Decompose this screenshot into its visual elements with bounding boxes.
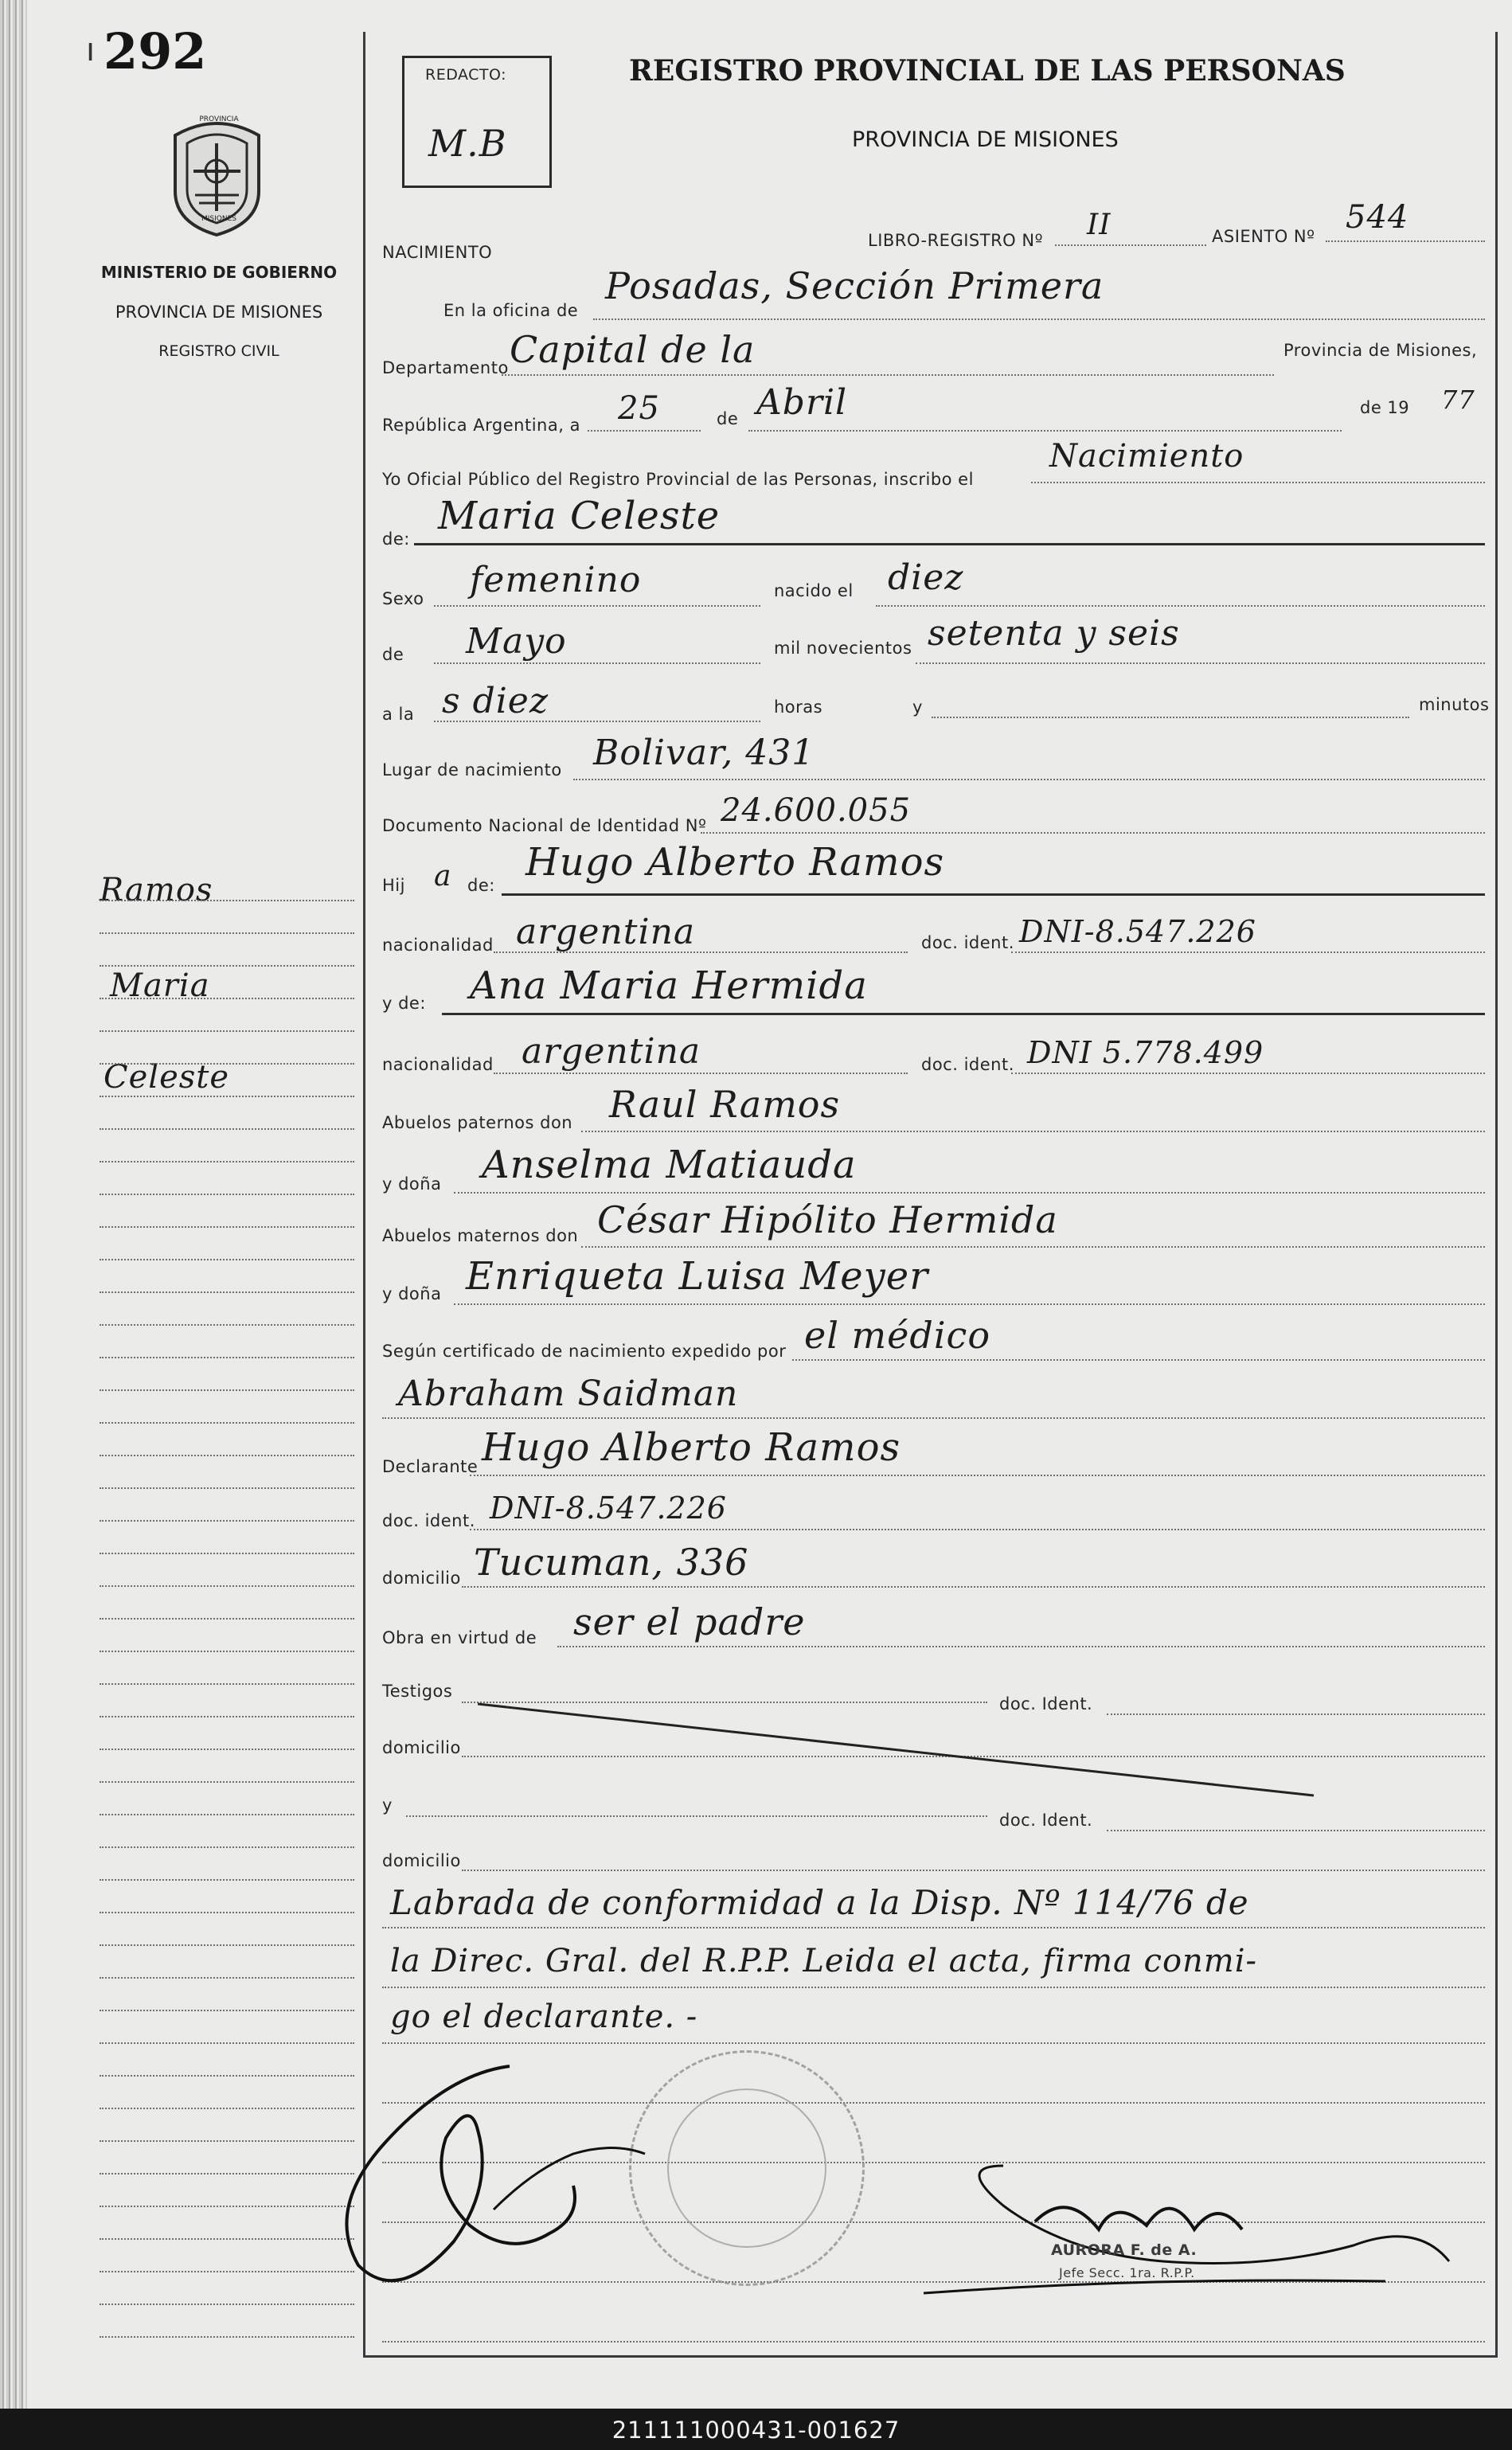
- horas-label: horas: [774, 697, 823, 717]
- obra-label: Obra en virtud de: [382, 1628, 537, 1647]
- domicilio-value: Tucuman, 336: [474, 1541, 749, 1584]
- domicilio-line: [462, 1586, 1485, 1588]
- nacionalidad1-label: nacionalidad: [382, 936, 494, 955]
- mes-nac-line: [434, 662, 760, 664]
- declarante-line: [470, 1475, 1485, 1476]
- record-type: NACIMIENTO: [382, 243, 493, 262]
- redacto-label: REDACTO:: [425, 66, 507, 84]
- anio-nac-line: [916, 662, 1485, 664]
- oficial-value: Nacimiento: [1049, 438, 1244, 475]
- abuelo-mat-line: [581, 1246, 1485, 1248]
- doc-ident-value: DNI-8.547.226: [490, 1491, 727, 1526]
- abuela-mat-value: Enriqueta Luisa Meyer: [466, 1254, 929, 1299]
- certificado-line2: [382, 1417, 1485, 1419]
- departamento-suffix: Provincia de Misiones,: [1283, 341, 1478, 360]
- domicilio-label: domicilio: [382, 1569, 461, 1588]
- note-line-1: Labrada de conformidad a la Disp. Nº 114/76 de: [390, 1883, 1249, 1922]
- hija-label-de: de:: [467, 876, 495, 895]
- bottom-border: [363, 2355, 1498, 2358]
- abuela-mat-line: [454, 1303, 1485, 1305]
- departamento-value: Capital de la: [510, 328, 756, 371]
- declarant-signature: [311, 2050, 677, 2313]
- margin-ruled-line: [100, 1422, 354, 1424]
- fecha-dia: 25: [618, 390, 660, 427]
- margin-ruled-line: [100, 1618, 354, 1620]
- margin-ruled-line: [100, 1128, 354, 1130]
- document-title: REGISTRO PROVINCIAL DE LAS PERSONAS: [629, 54, 1346, 88]
- note-rule-3: [382, 2042, 1485, 2044]
- libro-line: [1055, 244, 1206, 246]
- minutos-line: [932, 717, 1409, 718]
- obra-value: ser el padre: [573, 1600, 806, 1643]
- margin-ruled-line: [100, 1389, 354, 1391]
- fecha-mes: Abril: [756, 382, 848, 423]
- abuela-pat-line: [454, 1192, 1485, 1194]
- lugar-value: Bolivar, 431: [593, 733, 815, 773]
- margin-ruled-line: [100, 1259, 354, 1260]
- abuelo-mat-value: César Hipólito Hermida: [597, 1198, 1058, 1241]
- margin-ruled-line: [100, 1324, 354, 1326]
- dni-line: [701, 832, 1485, 834]
- margin-ruled-line: [100, 1291, 354, 1293]
- madre-line: [442, 1013, 1485, 1015]
- hija-label-hij: Hij: [382, 876, 405, 895]
- fecha-mes-line: [748, 430, 1342, 432]
- sexo-line: [434, 605, 760, 607]
- departamento-line: [502, 374, 1274, 376]
- margin-ruled-line: [100, 1520, 354, 1522]
- abuela-pat-value: Anselma Matiauda: [482, 1143, 857, 1187]
- fecha-label: República Argentina, a: [382, 416, 580, 435]
- oficial-line: [1031, 482, 1485, 483]
- lugar-label: Lugar de nacimiento: [382, 760, 562, 780]
- margin-ruled-line: [100, 1781, 354, 1783]
- tick-mark: ı: [86, 32, 96, 68]
- fecha-de-label: de: [717, 409, 739, 428]
- abuela-pat-label: y doña: [382, 1174, 442, 1194]
- note-rule-1: [382, 1927, 1485, 1928]
- margin-note-name1: Maria: [110, 967, 210, 1004]
- ministry-title: MINISTERIO DE GOBIERNO: [100, 263, 338, 282]
- dni-value: 24.600.055: [721, 792, 912, 829]
- margin-ruled-line: [100, 1749, 354, 1750]
- domicilio3-line: [462, 1870, 1485, 1871]
- margin-ruled-line: [100, 2010, 354, 2011]
- asiento-line: [1326, 240, 1485, 242]
- nacido-value: diez: [888, 557, 964, 598]
- abuelo-pat-label: Abuelos paternos don: [382, 1113, 573, 1132]
- nacionalidad2-line: [494, 1073, 908, 1074]
- mil-label: mil novecientos: [774, 639, 912, 658]
- departamento-label: Departamento: [382, 358, 509, 377]
- obra-line: [557, 1646, 1485, 1647]
- doc2-line: [1011, 1073, 1485, 1074]
- hora-line: [434, 721, 760, 722]
- margin-ruled-line: [100, 965, 354, 967]
- abuelo-mat-label: Abuelos maternos don: [382, 1226, 579, 1245]
- fecha-anio: 77: [1441, 385, 1475, 415]
- padre-value: Hugo Alberto Ramos: [525, 840, 945, 885]
- margin-ruled-line: [100, 1553, 354, 1554]
- margin-ruled-line: [100, 1063, 354, 1065]
- y-testigo-doc-line: [1107, 1830, 1485, 1831]
- asiento-value: 544: [1346, 199, 1409, 236]
- document-subtitle: PROVINCIA DE MISIONES: [852, 127, 1119, 152]
- y-testigo-line: [406, 1815, 987, 1817]
- nacionalidad1-value: argentina: [516, 912, 696, 952]
- certificado-value2: Abraham Saidman: [398, 1373, 739, 1414]
- margin-ruled-line: [100, 1651, 354, 1652]
- libro-label: LIBRO-REGISTRO Nº: [868, 231, 1043, 250]
- book-page-edges: [0, 0, 27, 2409]
- oficina-line: [593, 318, 1485, 320]
- testigos-doc-label: doc. Ident.: [999, 1694, 1093, 1713]
- asiento-label: ASIENTO Nº: [1212, 227, 1315, 246]
- margin-ruled-line: [100, 1357, 354, 1358]
- note-rule-2: [382, 1987, 1485, 1988]
- y-testigo-doc-label: doc. Ident.: [999, 1811, 1093, 1830]
- doc-ident-line: [470, 1529, 1485, 1530]
- margin-ruled-line: [100, 1912, 354, 1913]
- strike-through-line: [478, 1696, 1322, 1807]
- certificado-label: Según certificado de nacimiento expedido por: [382, 1342, 787, 1361]
- margin-ruled-line: [100, 1096, 354, 1097]
- redacto-value: M.B: [428, 122, 507, 165]
- sexo-label: Sexo: [382, 589, 424, 608]
- y-label: y: [912, 697, 923, 717]
- doc1-value: DNI-8.547.226: [1019, 914, 1256, 949]
- official-stamp-title: Jefe Secc. 1ra. R.P.P.: [1059, 2265, 1195, 2280]
- margin-ruled-line: [100, 1846, 354, 1848]
- padre-line: [502, 893, 1485, 896]
- margin-ruled-line: [100, 1683, 354, 1685]
- doc-ident-label: doc. ident.: [382, 1511, 475, 1530]
- ministry-province: PROVINCIA DE MISIONES: [115, 303, 323, 322]
- fecha-dia-line: [588, 430, 701, 432]
- sexo-value: femenino: [470, 560, 642, 600]
- dni-label: Documento Nacional de Identidad Nº: [382, 816, 707, 835]
- doc2-value: DNI 5.778.499: [1027, 1035, 1264, 1070]
- hora-value: s diez: [442, 681, 549, 721]
- madre-label: y de:: [382, 994, 426, 1013]
- hija-label-a: a: [434, 860, 452, 893]
- oficina-label: En la oficina de: [443, 301, 579, 320]
- y-testigo-label: y: [382, 1795, 393, 1815]
- abuela-mat-label: y doña: [382, 1284, 442, 1303]
- registry-seal: [629, 2050, 865, 2286]
- margin-ruled-line: [100, 1814, 354, 1815]
- margin-note-surname: Ramos: [100, 872, 213, 908]
- coat-of-arms-top-text: PROVINCIA: [199, 115, 239, 123]
- margin-ruled-line: [100, 1879, 354, 1881]
- certificado-value: el médico: [804, 1314, 991, 1357]
- doc1-label: doc. ident.: [921, 933, 1014, 952]
- note-line-2: la Direc. Gral. del R.P.P. Leida el acta, firma conmi-: [390, 1943, 1258, 1979]
- doc1-line: [1011, 951, 1485, 953]
- certificado-line: [792, 1359, 1485, 1361]
- abuelo-pat-value: Raul Ramos: [609, 1083, 841, 1126]
- declarante-value: Hugo Alberto Ramos: [482, 1425, 901, 1470]
- coat-of-arms-bottom-text: MISIONES: [201, 215, 236, 223]
- declarante-label: Declarante: [382, 1457, 479, 1476]
- note-rule-8: [382, 2341, 1485, 2343]
- de-line: [414, 543, 1485, 545]
- right-border: [1495, 32, 1498, 2357]
- nacionalidad2-label: nacionalidad: [382, 1055, 494, 1074]
- doc2-label: doc. ident.: [921, 1055, 1014, 1074]
- margin-ruled-line: [100, 1030, 354, 1032]
- de-label: de:: [382, 529, 410, 549]
- margin-ruled-line: [100, 2336, 354, 2338]
- margin-ruled-line: [100, 1194, 354, 1195]
- nacido-label: nacido el: [774, 581, 854, 600]
- madre-value: Ana Maria Hermida: [470, 963, 868, 1008]
- anio-nac-value: setenta y seis: [928, 613, 1180, 654]
- hora-label: a la: [382, 705, 415, 724]
- domicilio2-label: domicilio: [382, 1738, 461, 1757]
- margin-ruled-line: [100, 1161, 354, 1162]
- ministry-registry: REGISTRO CIVIL: [158, 342, 279, 360]
- lugar-line: [573, 779, 1485, 780]
- margin-ruled-line: [100, 998, 354, 999]
- domicilio3-label: domicilio: [382, 1851, 461, 1870]
- page-number: 292: [104, 22, 207, 80]
- margin-ruled-line: [100, 1226, 354, 1228]
- nacionalidad1-line: [494, 951, 908, 953]
- mes-nac-label: de: [382, 645, 404, 664]
- oficina-value: Posadas, Sección Primera: [605, 264, 1104, 307]
- column-divider: [363, 32, 365, 2357]
- margin-note-name2: Celeste: [104, 1059, 230, 1096]
- oficial-label: Yo Oficial Público del Registro Provincial de las Personas, inscribo el: [382, 470, 974, 489]
- de-value: Maria Celeste: [438, 494, 721, 538]
- margin-ruled-line: [100, 2042, 354, 2044]
- redacto-box: [402, 56, 552, 188]
- margin-ruled-line: [100, 932, 354, 934]
- margin-ruled-line: [100, 1977, 354, 1979]
- libro-value: II: [1087, 209, 1112, 241]
- abuelo-pat-line: [581, 1131, 1485, 1132]
- nacido-line: [876, 605, 1485, 607]
- testigos-label: Testigos: [382, 1682, 453, 1701]
- margin-ruled-line: [100, 1455, 354, 1456]
- nacionalidad2-value: argentina: [522, 1031, 701, 1072]
- fecha-anio-label: de 19: [1360, 398, 1410, 417]
- margin-ruled-line: [100, 1487, 354, 1489]
- margin-ruled-line: [100, 900, 354, 901]
- note-line-3: go el declarante. -: [390, 1999, 698, 2035]
- margin-ruled-line: [100, 1716, 354, 1717]
- image-code: 211111000431-001627: [611, 2417, 901, 2444]
- mes-nac-value: Mayo: [466, 621, 567, 662]
- minutos-label: minutos: [1419, 695, 1490, 714]
- margin-ruled-line: [100, 1585, 354, 1587]
- official-stamp-name: AURORA F. de A.: [1051, 2241, 1197, 2259]
- margin-ruled-line: [100, 1944, 354, 1946]
